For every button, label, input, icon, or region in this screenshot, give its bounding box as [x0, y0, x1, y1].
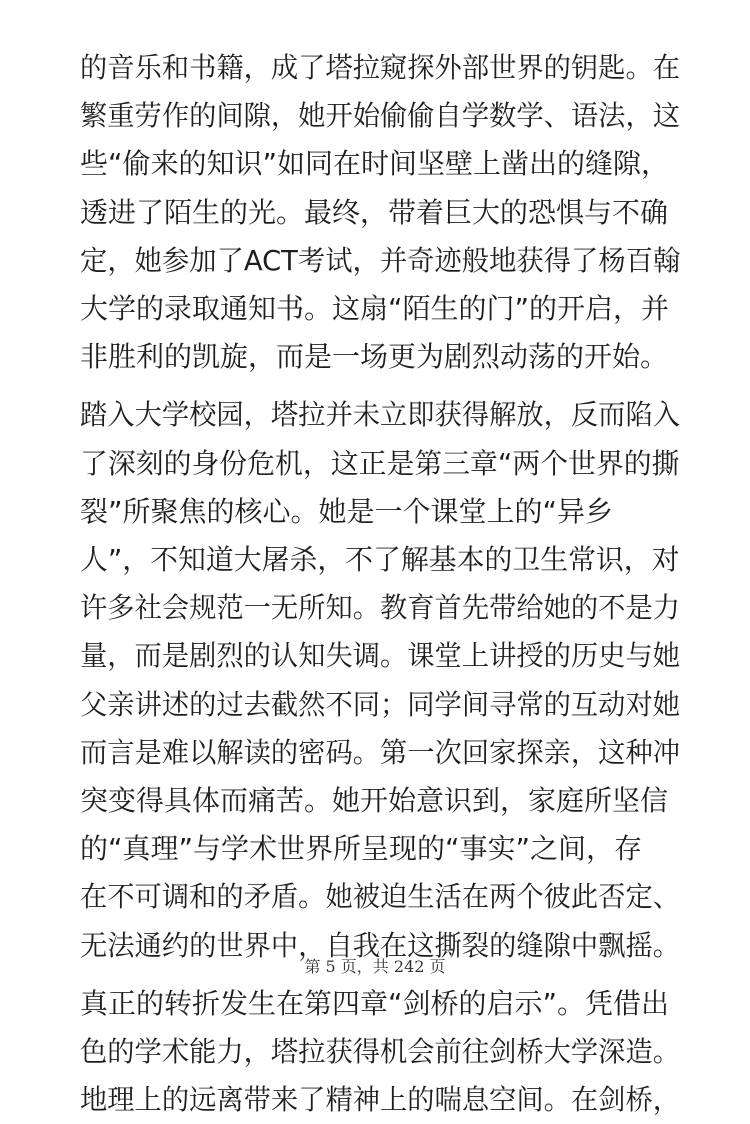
text-line: 定，她参加了ACT考试，并奇迹般地获得了杨百翰 [80, 243, 681, 277]
text-line: 真正的转折发生在第四章“剑桥的启示”。凭借出 [80, 986, 670, 1020]
text-line: 非胜利的凯旋，而是一场更为剧烈动荡的开始。 [80, 340, 669, 374]
text-line: 的“真理”与学术世界所呈现的“事实”之间，存 [80, 832, 643, 866]
page-footer: 第 5 页，共 242 页 [304, 957, 446, 976]
text-line: 地理上的远离带来了精神上的喘息空间。在剑桥， [80, 1083, 681, 1117]
text-line: 了深刻的身份危机，这正是第三章“两个世界的撕 [80, 446, 680, 480]
text-line: 父亲讲述的过去截然不同；同学间寻常的互动对她 [80, 687, 681, 721]
text-line: 色的学术能力，塔拉获得机会前往剑桥大学深造。 [80, 1035, 681, 1069]
text-line: 而言是难以解读的密码。第一次回家探亲，这种冲 [80, 735, 681, 769]
text-line: 踏入大学校园，塔拉并未立即获得解放，反而陷入 [80, 398, 681, 432]
text-line: 透进了陌生的光。最终，带着巨大的恐惧与不确 [80, 195, 669, 229]
text-line: 许多社会规范一无所知。教育首先带给她的不是力 [80, 591, 681, 625]
text-line: 裂”所聚焦的核心。她是一个课堂上的“异乡 [80, 494, 614, 528]
text-line: 在不可调和的矛盾。她被迫生活在两个彼此否定、 [80, 880, 681, 914]
paragraph [80, 391, 680, 969]
text-line: 量，而是剧烈的认知失调。课堂上讲授的历史与她 [80, 639, 681, 673]
text-line: 些“偷来的知识”如同在时间坚壁上凿出的缝隙， [80, 147, 670, 181]
paragraph [80, 980, 680, 1124]
text-line: 无法通约的世界中，自我在这撕裂的缝隙中飘摇。 [80, 928, 681, 962]
text-line: 突变得具体而痛苦。她开始意识到，家庭所坚信 [80, 784, 669, 818]
text-line: 的音乐和书籍，成了塔拉窥探外部世界的钥匙。在 [80, 51, 681, 84]
text-line: 大学的录取通知书。这扇“陌生的门”的开启，并 [80, 292, 670, 326]
paragraph [80, 44, 680, 381]
text-line: 人”，不知道大屠杀，不了解基本的卫生常识，对 [80, 543, 680, 577]
text-line: 繁重劳作的间隙，她开始偷偷自学数学、语法，这 [80, 99, 681, 133]
